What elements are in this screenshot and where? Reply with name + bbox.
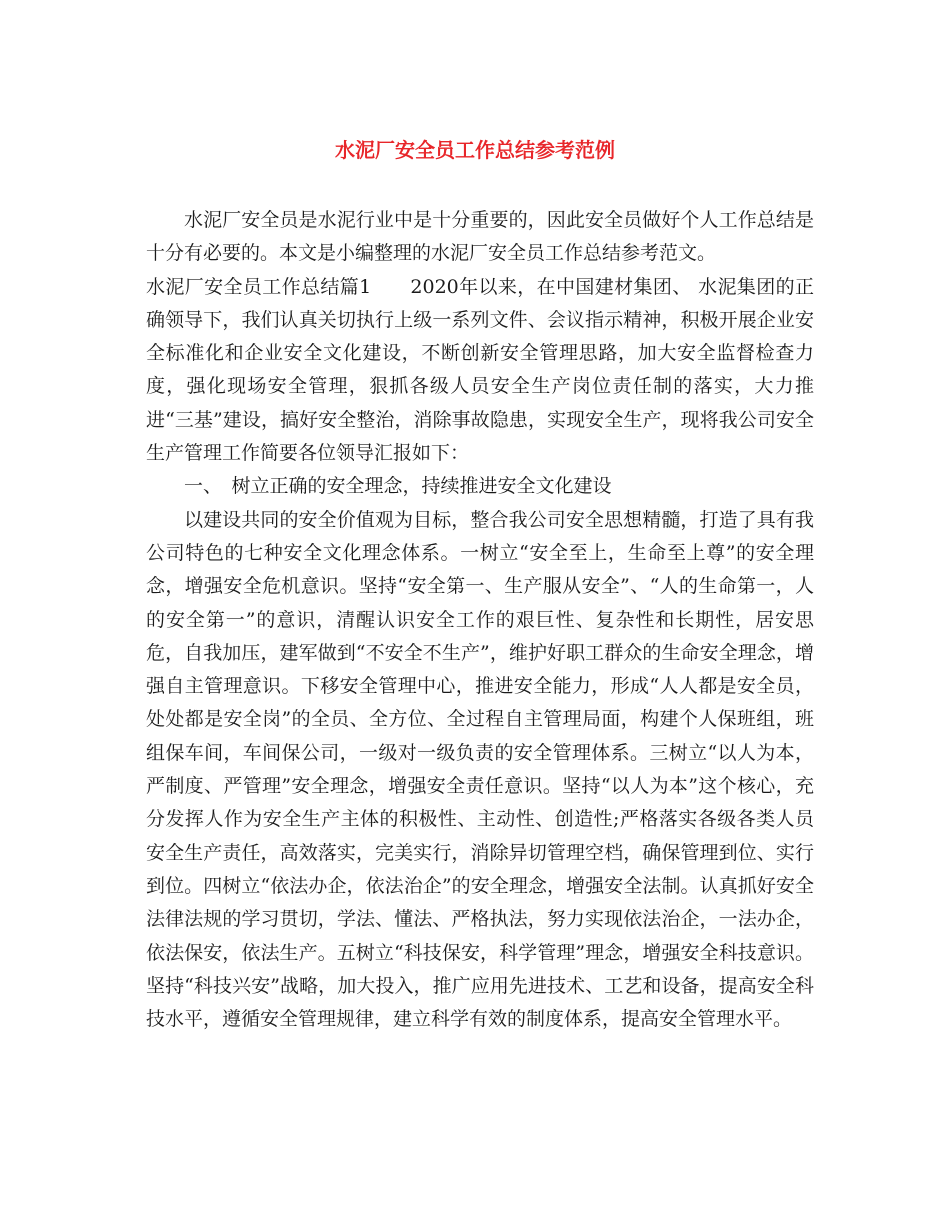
section-heading-1: 一、 树立正确的安全理念，持续推进安全文化建设: [184, 475, 612, 498]
paragraph-safety-culture: 以建设共同的安全价值观为目标，整合我公司安全思想精髓，打造了具有我公司特色的七种安全文化理念体系。一树立“安全至上，生命至上尊”的安全理念，增强安全危机意识。坚持“安全第一、生产服从安全”、“人的生命第一，人的安全第一”的意识，清醒认识安全工作的艰巨性、复杂性和长期性，居安思危，自我加压，建军做到“不安全不生产”，维护好职工群众的生命安全理念，增强自主管理意识。下移安全管理中心，推进安全能力，形成“人人都是安全员，处处都是安全岗”的全员、全方位、全过程自主管理局面，构建个人保班组，班组保车间，车间保公司，一级对一级负责的安全管理体系。三树立“以人为本，严制度、严管理”安全理念，增强安全责任意识。坚持“以人为本”这个核心，充分发挥人作为安全生产主体的积极性、主动性、创造性;严格落实各级各类人员安全生产责任，高效落实，完美实行，消除异切管理空档，确保管理到位、实行到位。四树立“依法办企，依法治企”的安全理念，增强安全法制。认真抓好安全法律法规的学习贯切，学法、懂法、严格执法，努力实现依法治企，一法办企，依法保安，依法生产。五树立“科技保安，科学管理”理念，增强安全科技意识。坚持“科技兴安”战略，加大投入，推广应用先进技术、工艺和设备，提高安全科技水平，遵循安全管理规律，建立科学有效的制度体系，提高安全管理水平。: [146, 508, 814, 1031]
paragraph-summary-1: 水泥厂安全员工作总结篇1 2020年以来，在中国建材集团、 水泥集团的正确领导下，我们认真关切执行上级一系列文件、会议指示精神，积极开展企业安全标准化和企业安全文化建设，不断创新安全管理思路，加大安全监督检查力度，强化现场安全管理，狠抓各级人员安全生产岗位责任制的落实，大力推进“三基”建设，搞好安全整治，消除事故隐患，实现安全生产，现将我公司安全生产管理工作简要各位领导汇报如下：: [146, 275, 814, 465]
document-body: [146, 204, 814, 1036]
paragraph-intro: 水泥厂安全员是水泥行业中是十分重要的，因此安全员做好个人工作总结是十分有必要的。本文是小编整理的水泥厂安全员工作总结参考范文。: [146, 209, 814, 265]
document-title: 水泥厂安全员工作总结参考范例: [335, 138, 615, 162]
